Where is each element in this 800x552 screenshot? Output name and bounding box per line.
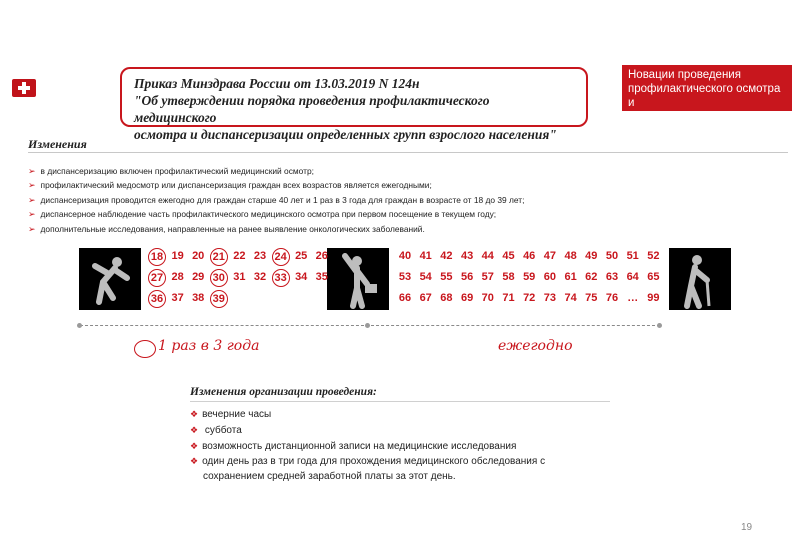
- age-value-circled: 21: [210, 248, 228, 266]
- order-title-box: [120, 67, 588, 142]
- timeline-line: [80, 325, 660, 326]
- age-value-circled: 36: [148, 290, 166, 308]
- stretching-person-icon: [79, 248, 141, 310]
- age-value-circled: 33: [272, 269, 290, 287]
- age-value: 44: [481, 250, 494, 262]
- medical-cross-logo-icon: [12, 79, 36, 97]
- arrow-bullet-icon: ➢: [28, 180, 36, 191]
- arrow-bullet-icon: ➢: [28, 194, 36, 205]
- age-value: 31: [233, 271, 246, 283]
- age-value: 68: [440, 292, 453, 304]
- age-value: 48: [564, 250, 577, 262]
- diamond-bullet-icon: ❖: [190, 456, 199, 467]
- banner-line-1: Новации проведения: [628, 69, 741, 81]
- list-item: ➢ профилактический медосмотр или диспансеризация граждан всех возрастов является ежегодными;: [28, 180, 432, 191]
- arrow-bullet-icon: ➢: [28, 209, 36, 220]
- age-value-circled: 24: [272, 248, 290, 266]
- age-value: 65: [647, 271, 660, 283]
- age-value: 60: [543, 271, 557, 283]
- list-item: ❖ суббота: [190, 424, 242, 436]
- organization-heading: Изменения организации проведения:: [190, 386, 377, 398]
- age-value: 51: [626, 250, 639, 262]
- age-value: 42: [440, 250, 453, 262]
- list-item: сохранением средней заработной платы за этот день.: [203, 471, 456, 483]
- age-value: 73: [543, 292, 557, 304]
- age-value: 74: [564, 292, 577, 304]
- list-item: ❖ один день раз в три года для прохождения медицинского обследования с: [190, 456, 546, 468]
- timeline-mid-dot: [365, 323, 370, 328]
- banner-line-2: профилактического осмотра и: [628, 83, 781, 109]
- person-waving-with-briefcase-icon: [327, 248, 389, 310]
- age-value: 41: [419, 250, 432, 262]
- age-value: 50: [605, 250, 619, 262]
- age-value: 71: [502, 292, 515, 304]
- list-item: ➢ диспансерное наблюдение часть профилактического медицинского осмотра при первом посещение в текущем году;: [28, 209, 497, 220]
- age-value: 49: [585, 250, 598, 262]
- order-title-line-3: осмотра и диспансеризации определенных групп взрослого населения": [134, 127, 557, 142]
- age-value: 38: [192, 292, 205, 304]
- note-annually: ежегодно: [498, 338, 573, 354]
- age-value-circled: 30: [210, 269, 228, 287]
- age-value: 76: [605, 292, 619, 304]
- list-item: ➢ дополнительные исследования, направленные на ранее выявление онкологических заболеваний.: [28, 223, 425, 234]
- organization-list: [190, 407, 545, 485]
- arrow-bullet-icon: ➢: [28, 223, 36, 234]
- list-item: ➢ диспансеризация проводится ежегодно для граждан старше 40 лет и 1 раз в 3 года для граждан в возрасте от 18 до 39 лет;: [28, 194, 525, 205]
- age-value: 70: [481, 292, 494, 304]
- elderly-person-with-cane-icon: [669, 248, 731, 310]
- age-value: 35: [315, 271, 328, 283]
- age-value: 37: [171, 292, 184, 304]
- section-banner: [622, 65, 792, 123]
- divider: [28, 152, 788, 153]
- age-value: …: [627, 292, 639, 304]
- age-value: 56: [460, 271, 474, 283]
- changes-heading: Изменения: [28, 137, 87, 151]
- diamond-bullet-icon: ❖: [190, 424, 199, 435]
- age-value: 75: [585, 292, 598, 304]
- age-value: 66: [398, 292, 412, 304]
- age-value: 72: [523, 292, 536, 304]
- age-value: 53: [398, 271, 412, 283]
- timeline-end-dot: [657, 323, 662, 328]
- age-value: 52: [647, 250, 660, 262]
- age-value: 58: [502, 271, 515, 283]
- age-value: 29: [192, 271, 205, 283]
- age-value: 54: [419, 271, 432, 283]
- note-every-3-years: 1 раз в 3 года: [158, 338, 260, 354]
- age-value-circled: 27: [148, 269, 166, 287]
- age-value: 59: [523, 271, 536, 283]
- age-value: 63: [605, 271, 619, 283]
- age-value: 40: [398, 250, 412, 262]
- age-value: 69: [460, 292, 474, 304]
- age-value: 26: [315, 250, 328, 262]
- age-value: 43: [460, 250, 474, 262]
- list-item: ➢ в диспансеризацию включен профилактический медицинский осмотр;: [28, 166, 314, 176]
- list-item: ❖ возможность дистанционной записи на медицинские исследования: [190, 440, 517, 452]
- order-title-line-2: "Об утверждении порядка проведения профилактического медицинского: [134, 93, 490, 125]
- age-value: 61: [564, 271, 577, 283]
- page-number: 19: [741, 522, 753, 533]
- changes-list: [28, 164, 788, 236]
- age-value-circled: 18: [148, 248, 166, 266]
- age-value: 57: [481, 271, 494, 283]
- diamond-bullet-icon: ❖: [190, 409, 199, 419]
- age-value: 64: [626, 271, 639, 283]
- order-title-line-1: Приказ Минздрава России от 13.03.2019 N 124н: [134, 76, 420, 91]
- banner-line-3: диспансеризации: [628, 111, 722, 123]
- age-value: 99: [647, 292, 660, 304]
- age-value: 67: [419, 292, 432, 304]
- age-value: 32: [253, 271, 267, 283]
- diamond-bullet-icon: ❖: [190, 440, 199, 451]
- age-value: 55: [440, 271, 453, 283]
- age-value: 25: [295, 250, 308, 262]
- divider: [190, 401, 610, 402]
- list-item: ❖ вечерние часы: [190, 409, 272, 420]
- age-value: 46: [523, 250, 536, 262]
- age-value: 22: [233, 250, 246, 262]
- age-value: 62: [585, 271, 598, 283]
- timeline-start-dot: [77, 323, 82, 328]
- age-value: 47: [543, 250, 557, 262]
- age-value: 45: [502, 250, 515, 262]
- age-value: 19: [171, 250, 184, 262]
- handwritten-circle-mark: [134, 340, 156, 358]
- arrow-bullet-icon: ➢: [28, 166, 36, 176]
- age-value-circled: 39: [210, 290, 228, 308]
- age-value: 23: [253, 250, 267, 262]
- age-value: 28: [171, 271, 184, 283]
- age-value: 20: [192, 250, 205, 262]
- age-value: 34: [295, 271, 308, 283]
